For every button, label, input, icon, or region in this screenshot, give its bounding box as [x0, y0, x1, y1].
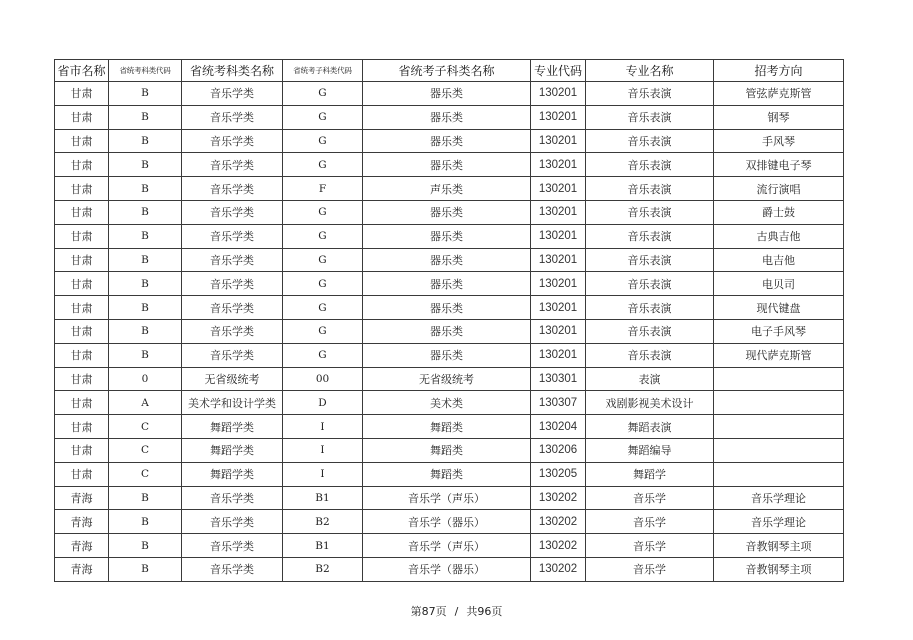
cell-province: 甘肃	[55, 415, 109, 439]
header-major-name: 专业名称	[586, 60, 714, 82]
cell-category-code: B	[109, 296, 182, 320]
cell-subcategory-code: I	[283, 415, 363, 439]
cell-category-code: B	[109, 343, 182, 367]
cell-category-name: 音乐学类	[182, 557, 283, 581]
cell-category-code: B	[109, 82, 182, 106]
cell-major-code: 130201	[531, 129, 586, 153]
cell-province: 甘肃	[55, 105, 109, 129]
cell-province: 青海	[55, 557, 109, 581]
cell-subcategory-code: G	[283, 129, 363, 153]
admissions-table	[54, 59, 844, 582]
cell-exam-direction	[714, 438, 844, 462]
cell-major-code: 130201	[531, 82, 586, 106]
cell-province: 甘肃	[55, 296, 109, 320]
cell-subcategory-name: 器乐类	[363, 272, 531, 296]
cell-category-code: B	[109, 200, 182, 224]
cell-exam-direction	[714, 367, 844, 391]
cell-province: 甘肃	[55, 177, 109, 201]
cell-major-code: 130202	[531, 486, 586, 510]
cell-category-code: B	[109, 177, 182, 201]
cell-province: 甘肃	[55, 224, 109, 248]
cell-exam-direction: 流行演唱	[714, 177, 844, 201]
cell-subcategory-code: B1	[283, 534, 363, 558]
cell-major-name: 音乐学	[586, 534, 714, 558]
cell-province: 甘肃	[55, 248, 109, 272]
cell-major-name: 音乐学	[586, 557, 714, 581]
cell-exam-direction: 现代萨克斯管	[714, 343, 844, 367]
cell-category-name: 音乐学类	[182, 177, 283, 201]
cell-subcategory-name: 器乐类	[363, 224, 531, 248]
cell-province: 青海	[55, 486, 109, 510]
cell-subcategory-name: 器乐类	[363, 343, 531, 367]
cell-subcategory-code: G	[283, 296, 363, 320]
cell-exam-direction: 音乐学理论	[714, 510, 844, 534]
cell-subcategory-name: 器乐类	[363, 153, 531, 177]
header-subcategory-code: 省统考子科类代码	[283, 60, 363, 82]
table-row	[55, 200, 844, 224]
cell-major-name: 舞蹈表演	[586, 415, 714, 439]
cell-province: 甘肃	[55, 82, 109, 106]
cell-exam-direction: 电贝司	[714, 272, 844, 296]
cell-subcategory-name: 器乐类	[363, 200, 531, 224]
cell-subcategory-name: 声乐类	[363, 177, 531, 201]
cell-major-name: 音乐表演	[586, 343, 714, 367]
cell-category-code: B	[109, 272, 182, 296]
header-exam-direction: 招考方向	[714, 60, 844, 82]
cell-exam-direction: 音教钢琴主项	[714, 534, 844, 558]
cell-exam-direction: 音教钢琴主项	[714, 557, 844, 581]
cell-category-code: B	[109, 319, 182, 343]
table-row	[55, 534, 844, 558]
cell-major-name: 表演	[586, 367, 714, 391]
cell-category-name: 舞蹈学类	[182, 438, 283, 462]
cell-subcategory-name: 音乐学（声乐）	[363, 486, 531, 510]
cell-subcategory-code: G	[283, 200, 363, 224]
table-row	[55, 105, 844, 129]
cell-subcategory-name: 音乐学（声乐）	[363, 534, 531, 558]
current-page-label: 第87页	[410, 605, 447, 618]
cell-subcategory-name: 无省级统考	[363, 367, 531, 391]
cell-category-name: 音乐学类	[182, 534, 283, 558]
cell-major-name: 音乐学	[586, 510, 714, 534]
cell-exam-direction	[714, 462, 844, 486]
cell-major-name: 舞蹈编导	[586, 438, 714, 462]
cell-exam-direction: 古典吉他	[714, 224, 844, 248]
table-row	[55, 367, 844, 391]
cell-subcategory-name: 器乐类	[363, 319, 531, 343]
cell-major-code: 130201	[531, 200, 586, 224]
cell-province: 甘肃	[55, 391, 109, 415]
cell-exam-direction: 音乐学理论	[714, 486, 844, 510]
cell-major-code: 130201	[531, 296, 586, 320]
cell-major-code: 130307	[531, 391, 586, 415]
cell-subcategory-code: G	[283, 343, 363, 367]
cell-category-code: B	[109, 105, 182, 129]
cell-subcategory-code: B2	[283, 510, 363, 534]
cell-major-name: 音乐表演	[586, 248, 714, 272]
cell-category-code: C	[109, 415, 182, 439]
cell-subcategory-code: G	[283, 82, 363, 106]
cell-major-name: 音乐表演	[586, 296, 714, 320]
cell-exam-direction: 双排键电子琴	[714, 153, 844, 177]
table-row	[55, 272, 844, 296]
table-row	[55, 486, 844, 510]
cell-category-code: B	[109, 557, 182, 581]
table-row	[55, 82, 844, 106]
cell-category-name: 音乐学类	[182, 224, 283, 248]
cell-category-name: 舞蹈学类	[182, 415, 283, 439]
table-row	[55, 129, 844, 153]
cell-exam-direction: 爵士鼓	[714, 200, 844, 224]
cell-major-code: 130201	[531, 319, 586, 343]
cell-exam-direction: 电子手风琴	[714, 319, 844, 343]
cell-major-code: 130202	[531, 510, 586, 534]
cell-major-name: 戏剧影视美术设计	[586, 391, 714, 415]
cell-exam-direction	[714, 391, 844, 415]
cell-subcategory-name: 音乐学（器乐）	[363, 557, 531, 581]
cell-category-name: 音乐学类	[182, 319, 283, 343]
cell-subcategory-code: G	[283, 319, 363, 343]
cell-exam-direction: 手风琴	[714, 129, 844, 153]
cell-major-code: 130202	[531, 557, 586, 581]
cell-major-code: 130206	[531, 438, 586, 462]
cell-major-code: 130204	[531, 415, 586, 439]
cell-major-name: 舞蹈学	[586, 462, 714, 486]
table-row	[55, 319, 844, 343]
cell-subcategory-code: B2	[283, 557, 363, 581]
cell-subcategory-code: I	[283, 438, 363, 462]
table-row	[55, 153, 844, 177]
cell-major-code: 130201	[531, 177, 586, 201]
table-row	[55, 510, 844, 534]
cell-subcategory-name: 器乐类	[363, 129, 531, 153]
cell-province: 甘肃	[55, 153, 109, 177]
cell-major-code: 130201	[531, 248, 586, 272]
cell-subcategory-name: 舞蹈类	[363, 462, 531, 486]
table-header-row	[55, 60, 844, 82]
cell-subcategory-name: 器乐类	[363, 105, 531, 129]
cell-category-name: 无省级统考	[182, 367, 283, 391]
cell-major-name: 音乐表演	[586, 129, 714, 153]
cell-province: 甘肃	[55, 343, 109, 367]
cell-category-code: B	[109, 534, 182, 558]
cell-category-name: 音乐学类	[182, 486, 283, 510]
total-pages-label: 共96页	[466, 605, 503, 618]
cell-major-name: 音乐表演	[586, 200, 714, 224]
cell-province: 甘肃	[55, 272, 109, 296]
cell-subcategory-code: 00	[283, 367, 363, 391]
cell-province: 青海	[55, 510, 109, 534]
cell-subcategory-name: 美术类	[363, 391, 531, 415]
cell-subcategory-code: D	[283, 391, 363, 415]
cell-category-name: 舞蹈学类	[182, 462, 283, 486]
cell-category-code: B	[109, 510, 182, 534]
cell-category-name: 音乐学类	[182, 248, 283, 272]
cell-category-name: 音乐学类	[182, 200, 283, 224]
cell-major-code: 130205	[531, 462, 586, 486]
header-major-code: 专业代码	[531, 60, 586, 82]
table-row	[55, 438, 844, 462]
cell-major-code: 130202	[531, 534, 586, 558]
cell-province: 甘肃	[55, 129, 109, 153]
table-row	[55, 224, 844, 248]
cell-category-name: 音乐学类	[182, 153, 283, 177]
cell-province: 甘肃	[55, 367, 109, 391]
cell-category-code: B	[109, 224, 182, 248]
cell-category-name: 音乐学类	[182, 82, 283, 106]
cell-major-name: 音乐学	[586, 486, 714, 510]
cell-subcategory-name: 舞蹈类	[363, 415, 531, 439]
cell-major-name: 音乐表演	[586, 82, 714, 106]
cell-subcategory-code: G	[283, 105, 363, 129]
cell-category-name: 美术学和设计学类	[182, 391, 283, 415]
header-category-code: 省统考科类代码	[109, 60, 182, 82]
cell-major-code: 130201	[531, 343, 586, 367]
cell-subcategory-code: I	[283, 462, 363, 486]
table-row	[55, 391, 844, 415]
cell-subcategory-code: G	[283, 224, 363, 248]
cell-exam-direction: 电吉他	[714, 248, 844, 272]
cell-category-code: B	[109, 129, 182, 153]
table-row	[55, 343, 844, 367]
cell-province: 甘肃	[55, 200, 109, 224]
cell-exam-direction: 管弦萨克斯管	[714, 82, 844, 106]
table-body	[55, 82, 844, 582]
cell-major-code: 130201	[531, 105, 586, 129]
cell-subcategory-name: 舞蹈类	[363, 438, 531, 462]
cell-exam-direction	[714, 415, 844, 439]
cell-category-code: B	[109, 153, 182, 177]
cell-category-code: B	[109, 486, 182, 510]
table-row	[55, 177, 844, 201]
table-row	[55, 415, 844, 439]
cell-province: 青海	[55, 534, 109, 558]
cell-category-name: 音乐学类	[182, 105, 283, 129]
cell-major-name: 音乐表演	[586, 153, 714, 177]
cell-major-name: 音乐表演	[586, 105, 714, 129]
cell-province: 甘肃	[55, 438, 109, 462]
cell-category-code: C	[109, 462, 182, 486]
cell-major-name: 音乐表演	[586, 224, 714, 248]
cell-subcategory-code: F	[283, 177, 363, 201]
cell-category-code: 0	[109, 367, 182, 391]
cell-category-name: 音乐学类	[182, 129, 283, 153]
table-row	[55, 557, 844, 581]
table-row	[55, 462, 844, 486]
cell-major-name: 音乐表演	[586, 272, 714, 296]
cell-category-name: 音乐学类	[182, 272, 283, 296]
cell-province: 甘肃	[55, 462, 109, 486]
cell-major-name: 音乐表演	[586, 177, 714, 201]
cell-major-code: 130201	[531, 153, 586, 177]
cell-subcategory-name: 器乐类	[363, 296, 531, 320]
header-province: 省市名称	[55, 60, 109, 82]
cell-major-name: 音乐表演	[586, 319, 714, 343]
cell-exam-direction: 钢琴	[714, 105, 844, 129]
cell-subcategory-name: 器乐类	[363, 82, 531, 106]
cell-major-code: 130201	[531, 272, 586, 296]
page-separator: /	[454, 605, 459, 618]
cell-subcategory-code: G	[283, 248, 363, 272]
cell-subcategory-code: G	[283, 272, 363, 296]
cell-subcategory-name: 器乐类	[363, 248, 531, 272]
cell-subcategory-code: B1	[283, 486, 363, 510]
cell-major-code: 130201	[531, 224, 586, 248]
page-footer	[0, 603, 913, 619]
cell-category-name: 音乐学类	[182, 296, 283, 320]
cell-subcategory-name: 音乐学（器乐）	[363, 510, 531, 534]
header-subcategory-name: 省统考子科类名称	[363, 60, 531, 82]
table-row	[55, 248, 844, 272]
cell-subcategory-code: G	[283, 153, 363, 177]
cell-major-code: 130301	[531, 367, 586, 391]
cell-category-name: 音乐学类	[182, 510, 283, 534]
cell-exam-direction: 现代键盘	[714, 296, 844, 320]
header-category-name: 省统考科类名称	[182, 60, 283, 82]
cell-category-code: A	[109, 391, 182, 415]
cell-category-name: 音乐学类	[182, 343, 283, 367]
cell-category-code: B	[109, 248, 182, 272]
cell-province: 甘肃	[55, 319, 109, 343]
cell-category-code: C	[109, 438, 182, 462]
table-row	[55, 296, 844, 320]
